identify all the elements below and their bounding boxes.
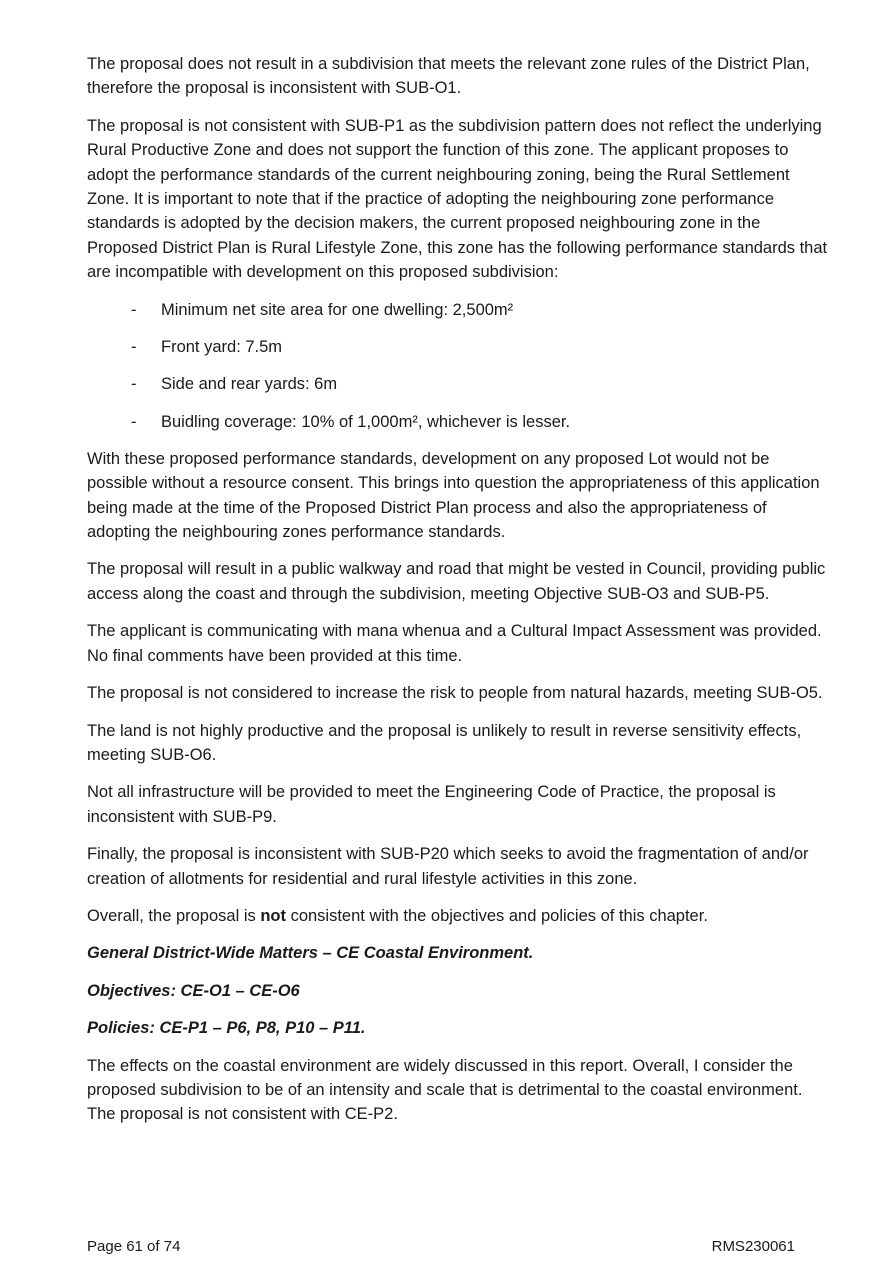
dash-marker: -	[131, 337, 137, 356]
list-item	[87, 410, 832, 434]
policies-heading: Policies: CE-P1 – P6, P8, P10 – P11.	[87, 1019, 366, 1038]
list-item-text: Front yard: 7.5m	[161, 337, 283, 356]
paragraph-overall-conclusion: Overall, the proposal is not consistent with the objectives and policies of this chapter.	[87, 906, 708, 925]
objectives-heading: Objectives: CE-O1 – CE-O6	[87, 981, 300, 1000]
performance-standards-list	[87, 298, 832, 434]
paragraph-sub-o1: The proposal does not result in a subdivision that meets the relevant zone rules of the District Plan, therefore the proposal is inconsistent with SUB-O1.	[87, 55, 810, 98]
dash-marker: -	[131, 300, 137, 319]
list-item	[87, 298, 832, 322]
paragraph-public-walkway: The proposal will result in a public walkway and road that might be vested in Council, providing public access along the coast and through the subdivision, meeting Objective SUB-O3 and SUB-P5.	[87, 560, 826, 603]
section-heading: General District-Wide Matters – CE Coastal Environment.	[87, 944, 534, 963]
page-number: Page 61 of 74	[87, 1238, 181, 1255]
list-item	[87, 335, 832, 359]
paragraph-sub-p1: The proposal is not consistent with SUB-P1 as the subdivision pattern does not reflect the underlying Rural Productive Zone and does not support the function of this zone. The applicant proposes to adopt the performance standards of the current neighbouring zoning, being the Rural Settlement Zone. It is important to note that if the practice of adopting the neighbouring zone performance standards is adopted by the decision makers, the current proposed neighbouring zone in the Proposed District Plan is Rural Lifestyle Zone, this zone has the following performance standards that are incompatible with development on this proposed subdivision:	[87, 116, 828, 282]
paragraph-reverse-sensitivity: The land is not highly productive and the proposal is unlikely to result in reverse sensitivity effects, meeting SUB-O6.	[87, 721, 802, 764]
paragraph-natural-hazards: The proposal is not considered to increase the risk to people from natural hazards, meeting SUB-O5.	[87, 684, 823, 703]
emphasis-not: not	[260, 906, 286, 925]
list-item-text: Side and rear yards: 6m	[161, 375, 338, 394]
paragraph-sub-p20: Finally, the proposal is inconsistent with SUB-P20 which seeks to avoid the fragmentation of and/or creation of allotments for residential and rural lifestyle activities in this zone.	[87, 845, 809, 888]
dash-marker: -	[131, 412, 137, 431]
list-item-text: Minimum net site area for one dwelling: 2,500m²	[161, 300, 514, 319]
paragraph-coastal-effects: The effects on the coastal environment are widely discussed in this report. Overall, I consider the proposed subdivision to be of an intensity and scale that is detrimental to the coastal environment. The proposal is not consistent with CE-P2.	[87, 1056, 803, 1124]
paragraph-infrastructure: Not all infrastructure will be provided to meet the Engineering Code of Practice, the proposal is inconsistent with SUB-P9.	[87, 783, 776, 826]
list-item	[87, 372, 832, 396]
paragraph-mana-whenua: The applicant is communicating with mana whenua and a Cultural Impact Assessment was provided. No final comments have been provided at this time.	[87, 622, 822, 665]
document-body	[87, 52, 832, 1140]
dash-marker: -	[131, 375, 137, 394]
paragraph-performance-standards: With these proposed performance standards, development on any proposed Lot would not be possible without a resource consent. This brings into question the appropriateness of this application being made at the time of the Proposed District Plan process and also the appropriateness of adopting the neighbouring zones performance standards.	[87, 449, 820, 542]
document-reference: RMS230061	[711, 1238, 795, 1255]
list-item-text: Buidling coverage: 10% of 1,000m², whichever is lesser.	[161, 412, 571, 431]
